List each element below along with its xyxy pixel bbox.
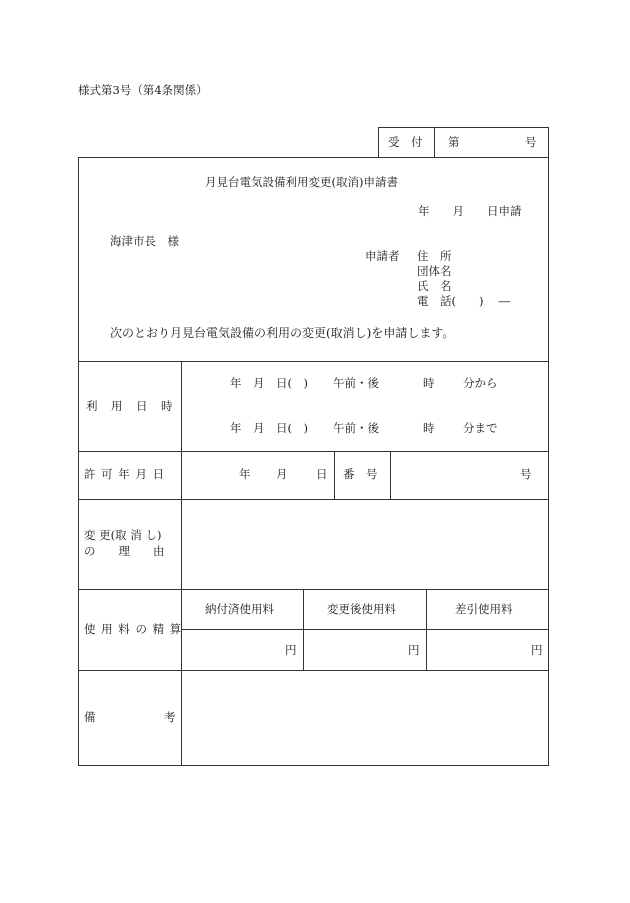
usage-line2-hour: 時: [423, 421, 435, 435]
reason-label-line1: 変 更(取 消 し): [84, 528, 162, 542]
usage-line1-minute: 分から: [463, 376, 498, 390]
remarks-label-right: 考: [164, 710, 176, 724]
reception-label: 受 付: [388, 135, 423, 149]
fee-column-difference: 差引使用料: [455, 602, 513, 616]
permit-divider: [390, 451, 391, 499]
form-title: 月見台電気設備利用変更(取消)申請書: [205, 175, 398, 189]
permit-year: 年: [239, 467, 251, 481]
fee-unit-difference: 円: [531, 643, 543, 657]
remarks-label-left: 備: [84, 710, 96, 724]
fee-column-paid: 納付済使用料: [205, 602, 274, 616]
usage-line1-ampm: 午前・後: [333, 376, 379, 390]
form-number: 様式第3号（第4条関係）: [78, 83, 208, 97]
fee-unit-after-change: 円: [408, 643, 420, 657]
intro-text: 次のとおり月見台電気設備の利用の変更(取消し)を申請します。: [110, 326, 455, 340]
fee-column-divider: [426, 589, 427, 670]
permit-number-label: 番 号: [343, 467, 378, 481]
fee-column-divider: [303, 589, 304, 670]
fee-header-separator: [181, 629, 549, 630]
reception-number-suffix: 号: [525, 135, 537, 149]
permit-month: 月: [276, 467, 288, 481]
permit-number-suffix: 号: [520, 467, 532, 481]
permit-divider: [334, 451, 335, 499]
row-separator: [78, 589, 549, 590]
applicant-label: 申請者: [365, 249, 400, 263]
permit-day: 日: [316, 467, 328, 481]
reception-number-prefix: 第: [448, 135, 460, 149]
row-separator: [78, 499, 549, 500]
fee-unit-paid: 円: [285, 643, 297, 657]
fee-column-after-change: 変更後使用料: [327, 602, 396, 616]
addressee: 海津市長 様: [110, 234, 179, 248]
applicant-phone-label: 電 話( ) ―: [417, 294, 511, 308]
applicant-name-label: 氏 名: [417, 279, 452, 293]
label-column-divider: [181, 361, 182, 766]
usage-line1-date: 年 月 日( ): [230, 376, 308, 390]
row-separator: [78, 361, 549, 362]
permit-date-label: 許 可 年 月 日: [84, 467, 166, 481]
fee-settlement-label: 使 用 料 の 精 算: [84, 622, 183, 636]
row-separator: [78, 670, 549, 671]
usage-line2-ampm: 午前・後: [333, 421, 379, 435]
usage-line1-hour: 時: [423, 376, 435, 390]
row-separator: [78, 451, 549, 452]
application-date: 年 月 日申請: [418, 204, 522, 218]
usage-line2-date: 年 月 日( ): [230, 421, 308, 435]
usage-line2-minute: 分まで: [463, 421, 498, 435]
usage-datetime-label: 利 用 日 時: [86, 399, 174, 413]
applicant-address-label: 住 所: [417, 249, 452, 263]
main-form: [78, 157, 549, 766]
reason-label-line2: の 理 由: [84, 544, 165, 558]
reception-divider: [434, 127, 435, 158]
applicant-group-label: 団体名: [417, 264, 452, 278]
